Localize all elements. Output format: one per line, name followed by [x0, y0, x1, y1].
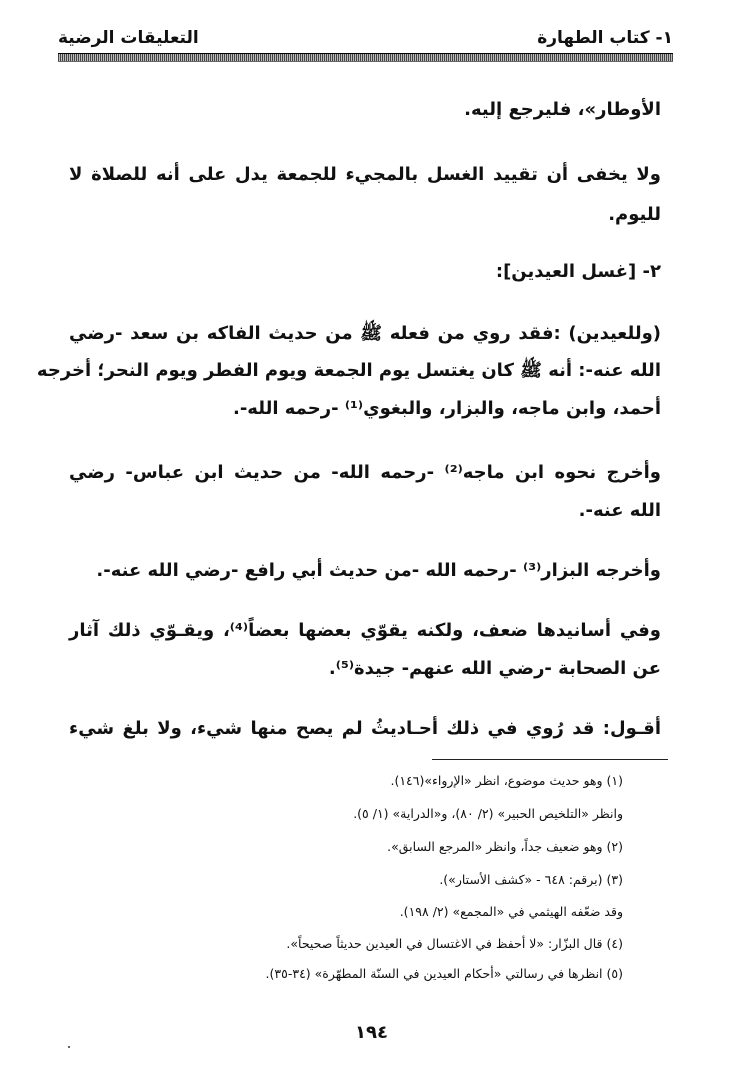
body-line: الله عنه-: أنه ﷺ كان يغتسل يوم الجمعة ويوم الفطر ويوم النحر؛ أخرجه [36, 360, 661, 381]
page-number: ١٩٤ [355, 1022, 388, 1043]
scan-speck [68, 1046, 70, 1048]
section-heading: ٢- [غسل العيدين]: [495, 261, 661, 282]
body-line: الأوطار»، فليرجع إليه. [464, 99, 661, 120]
running-header [58, 24, 673, 52]
body-line: عن الصحابة -رضي الله عنهم- جيدة⁽⁵⁾. [328, 658, 661, 679]
body-line: وأخرجه البزار⁽³⁾ -رحمه الله -من حديث أبي رافع -رضي الله عنه-. [96, 560, 661, 581]
footnote: (١) وهو حديث موضوع، انظر «الإرواء»(١٤٦). [390, 773, 623, 788]
body-line: أحمد، وابن ماجه، والبزار، والبغوي⁽¹⁾ -رحمه الله-. [233, 398, 661, 419]
footnote: (٥) انظرها في رسالتي «أحكام العيدين في السنّة المطهّرة» (٣٤-٣٥). [265, 966, 623, 981]
book-title: التعليقات الرضية [58, 28, 199, 48]
footnote: (٣) (برقم: ٦٤٨ - «كشف الأستار»). [439, 872, 623, 887]
body-line: وأخرج نحوه ابن ماجه⁽²⁾ -رحمه الله- من حديث ابن عباس- رضي [69, 462, 661, 483]
footnote: وانظر «التلخيص الحبير» (٢/ ٨٠)، و«الدراية» (١/ ٥). [353, 806, 623, 821]
body-line: الله عنه-. [578, 500, 661, 521]
footnote: (٢) وهو ضعيف جداً، وانظر «المرجع السابق». [387, 839, 623, 854]
chapter-title: ١- كتاب الطهارة [537, 28, 673, 48]
body-line: (وللعيدين) :فقد روي من فعله ﷺ من حديث الفاكه بن سعد -رضي [69, 323, 661, 344]
header-rule [58, 53, 673, 62]
footnote: (٤) قال البزّار: «لا أحفظ في الاغتسال في العيدين حديثاً صحيحاً». [286, 936, 623, 951]
footnote-separator [432, 759, 668, 760]
footnote: وقد ضعّفه الهيثمي في «المجمع» (٢/ ١٩٨). [399, 904, 623, 919]
body-line: أقـول: قد رُوي في ذلك أحـاديثُ لم يصح منها شيء، ولا بلغ شيء [69, 718, 661, 739]
body-line: لليوم. [608, 204, 661, 225]
body-line: ولا يخفى أن تقييد الغسل بالمجيء للجمعة يدل على أنه للصلاة لا [69, 164, 661, 185]
body-line: وفي أسانيدها ضعف، ولكنه يقوّي بعضها بعضاً⁽⁴⁾، ويقـوّي ذلك آثار [69, 620, 662, 641]
